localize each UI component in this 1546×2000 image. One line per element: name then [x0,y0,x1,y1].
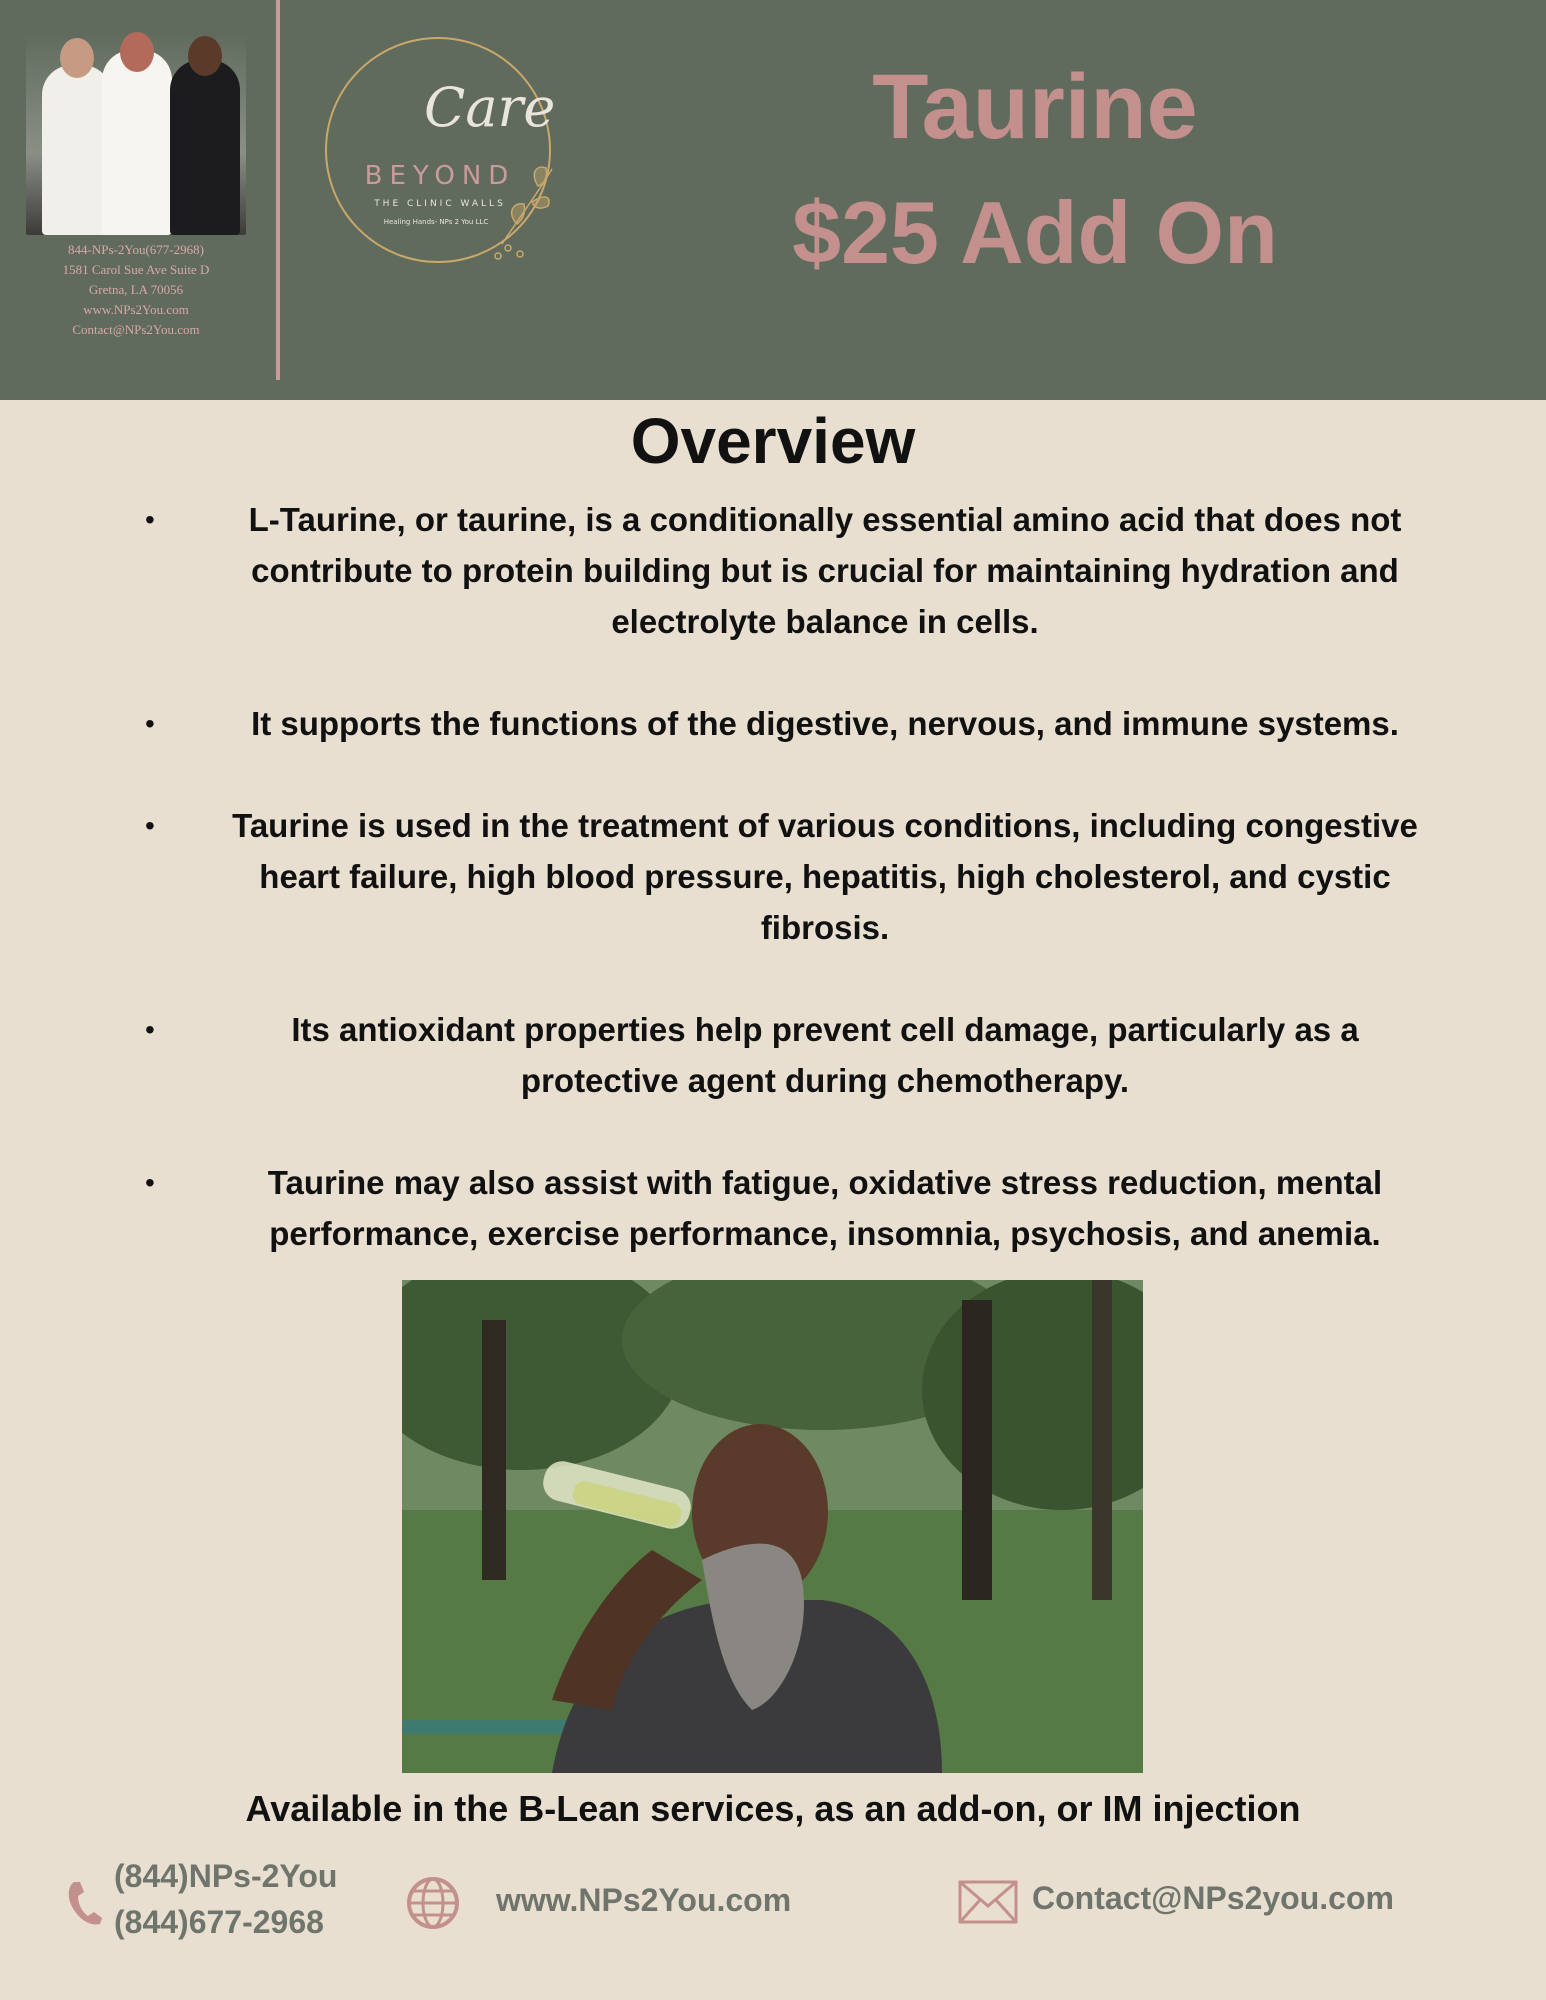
phone-icon [66,1878,106,1928]
list-item [145,698,1435,749]
overview-bullet-list [145,494,1435,1310]
list-item [145,800,1435,953]
bullet-icon: • [145,1014,155,1045]
availability-note: Available in the B-Lean services, as an add-on, or IM injection [245,1788,1301,1829]
list-item [145,1157,1435,1259]
team-photo [26,30,246,235]
bullet-icon: • [145,1167,155,1198]
person-head [120,32,154,72]
logo-script: Care [424,76,556,139]
globe-icon [406,1876,460,1930]
header-website[interactable]: www.NPs2You.com [83,302,189,317]
logo-brand: BEYOND [364,161,516,191]
care-beyond-logo [312,34,568,266]
footer-email-link[interactable]: Contact@NPs2you.com [1032,1880,1394,1916]
header-address-line1: 1581 Carol Sue Ave Suite D [62,262,210,277]
price-subtitle: $25 Add On [792,183,1278,282]
bullet-icon: • [145,504,155,535]
header-banner [0,0,1546,400]
page-title: Taurine [872,56,1198,158]
header-email[interactable]: Contact@NPs2You.com [72,322,200,337]
bullet-text: L-Taurine, or taurine, is a conditionally essential amino acid that does not contribute to protein building but is crucial for maintaining hydration and electrolyte balance in cells. [248,501,1402,640]
list-item [145,1004,1435,1106]
person-head [60,38,94,78]
logo-subline: Healing Hands- NPs 2 You LLC [383,218,489,226]
footer-website-link[interactable]: www.NPs2You.com [496,1882,792,1918]
header-address-line2: Gretna, LA 70056 [88,282,184,297]
header-phone: 844-NPs-2You(677-2968) [68,242,204,257]
bullet-text: Taurine may also assist with fatigue, oxidative stress reduction, mental performance, exercise performance, insomnia, psychosis, and anemia. [267,1164,1383,1252]
footer-phone-vanity[interactable]: (844)NPs-2You [114,1858,338,1894]
logo-tagline: THE CLINIC WALLS [374,199,506,209]
person-figure [102,50,172,235]
list-item [145,494,1435,647]
bullet-text: Taurine is used in the treatment of various conditions, including congestive heart failure, high blood pressure, hepatitis, high cholesterol, and cystic fibrosis. [232,807,1418,946]
bullet-text: Its antioxidant properties help prevent cell damage, particularly as a protective agent during chemotherapy. [291,1011,1359,1099]
overview-heading: Overview [630,405,916,477]
bullet-icon: • [145,708,155,739]
header-contact-block [26,240,246,340]
bullet-icon: • [145,810,155,841]
footer-phone-number[interactable]: (844)677-2968 [114,1904,324,1940]
man-drinking-photo [402,1280,1143,1773]
mail-icon [958,1880,1018,1924]
header-divider [276,0,280,380]
person-figure [170,60,240,235]
bullet-text: It supports the functions of the digestive, nervous, and immune systems. [251,705,1399,742]
person-head [188,36,222,76]
